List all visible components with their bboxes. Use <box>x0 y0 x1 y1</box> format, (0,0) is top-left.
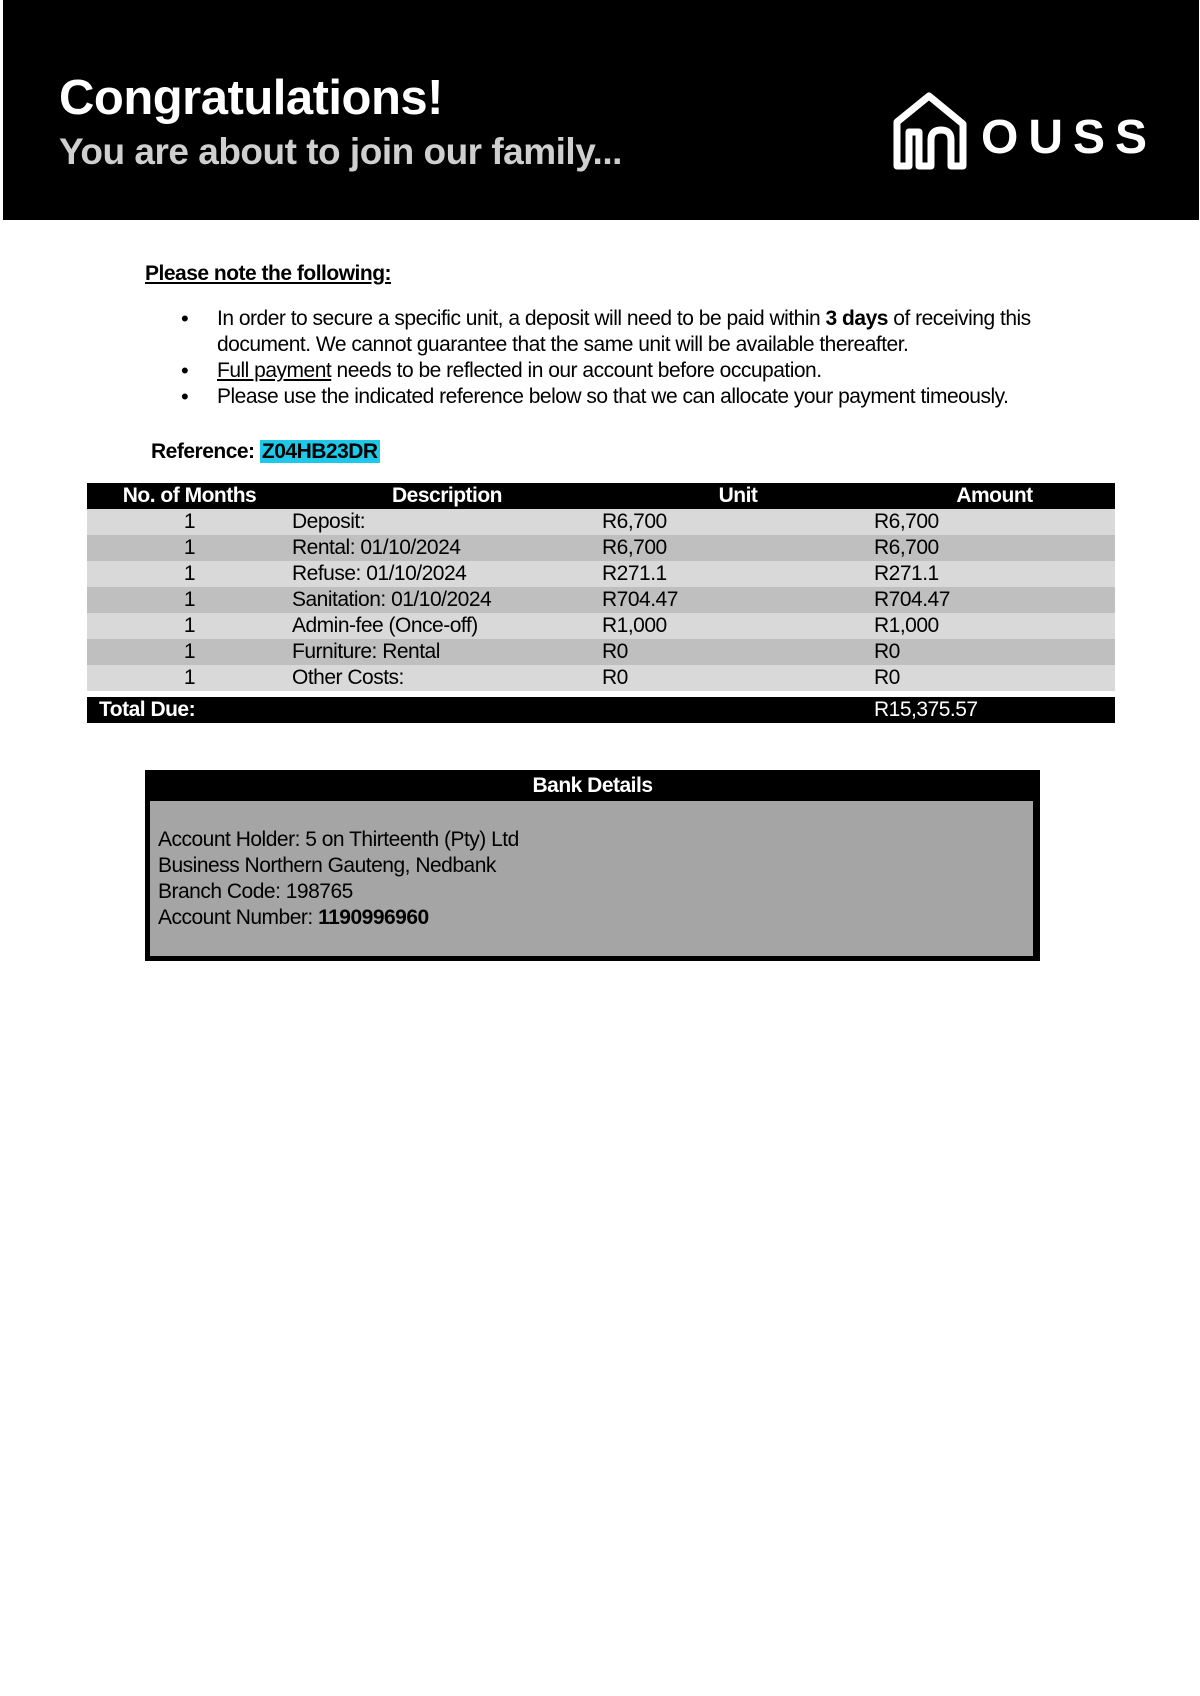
note-2-text: needs to be reflected in our account before occupation. <box>331 359 822 382</box>
reference-label: Reference: <box>151 440 260 463</box>
cell-months: 1 <box>87 509 292 535</box>
total-amount: R15,375.57 <box>874 697 1115 723</box>
cell-unit: R704.47 <box>602 587 874 613</box>
cell-description: Deposit: <box>292 509 602 535</box>
cell-months: 1 <box>87 561 292 587</box>
account-number-line <box>158 905 519 931</box>
header-banner <box>3 0 1199 220</box>
note-2-emphasis: Full payment <box>217 359 332 382</box>
charges-table <box>87 483 1115 723</box>
cell-unit: R0 <box>602 665 874 691</box>
cell-unit: R271.1 <box>602 561 874 587</box>
logo-wordmark: OUSS <box>981 111 1158 164</box>
cell-months: 1 <box>87 535 292 561</box>
cell-months: 1 <box>87 587 292 613</box>
page-subtitle: You are about to join our family... <box>59 131 622 172</box>
header-amount: Amount <box>874 483 1115 509</box>
note-3-text: Please use the indicated reference below so that we can allocate your payment timeously. <box>217 385 1009 408</box>
cell-description: Furniture: Rental <box>292 639 602 665</box>
table-row <box>87 613 1115 639</box>
note-full-payment <box>145 358 1045 384</box>
table-row <box>87 561 1115 587</box>
reference-code: Z04HB23DR <box>261 440 378 463</box>
total-label: Total Due: <box>87 697 874 723</box>
cell-amount: R704.47 <box>874 587 1115 613</box>
cell-months: 1 <box>87 639 292 665</box>
cell-description: Refuse: 01/10/2024 <box>292 561 602 587</box>
header-description: Description <box>292 483 602 509</box>
cell-description: Admin-fee (Once-off) <box>292 613 602 639</box>
notes-heading: Please note the following: <box>145 262 392 285</box>
cell-unit: R1,000 <box>602 613 874 639</box>
cell-months: 1 <box>87 613 292 639</box>
table-row <box>87 587 1115 613</box>
cell-months: 1 <box>87 665 292 691</box>
cell-description: Sanitation: 01/10/2024 <box>292 587 602 613</box>
total-row <box>87 697 1115 723</box>
brand-logo <box>891 92 1161 172</box>
note-1-emphasis: 3 days <box>825 307 888 330</box>
branch-name: Business Northern Gauteng, Nedbank <box>158 854 496 877</box>
account-holder: Account Holder: 5 on Thirteenth (Pty) Ltd <box>158 828 519 851</box>
page-title: Congratulations! <box>59 71 443 125</box>
cell-description: Other Costs: <box>292 665 602 691</box>
bank-details-title: Bank Details <box>532 774 653 797</box>
header-months: No. of Months <box>87 483 292 509</box>
cell-amount: R0 <box>874 665 1115 691</box>
payment-reference <box>151 440 380 464</box>
cell-amount: R271.1 <box>874 561 1115 587</box>
header-unit: Unit <box>602 483 874 509</box>
note-deposit-deadline <box>145 306 1045 358</box>
table-row <box>87 665 1115 691</box>
cell-unit: R6,700 <box>602 535 874 561</box>
table-row <box>87 535 1115 561</box>
bank-details-body <box>150 801 1033 956</box>
account-number-label: Account Number: <box>158 906 319 929</box>
branch-code: Branch Code: 198765 <box>158 880 353 903</box>
table-row <box>87 509 1115 535</box>
table-row <box>87 639 1115 665</box>
note-1-text-end: of receiving this document. We cannot guarantee that the same unit will be available thereafter. <box>217 307 1031 356</box>
bank-details-lines <box>158 827 519 931</box>
note-1-text-start: In order to secure a specific unit, a deposit will need to be paid within <box>217 307 826 330</box>
notes-list <box>145 306 1045 410</box>
cell-amount: R6,700 <box>874 509 1115 535</box>
house-logo-icon <box>891 92 969 170</box>
cell-unit: R6,700 <box>602 509 874 535</box>
charges-header-row <box>87 483 1115 509</box>
bank-details-panel <box>145 770 1040 961</box>
cell-description: Rental: 01/10/2024 <box>292 535 602 561</box>
account-number: 1190996960 <box>318 906 429 929</box>
cell-amount: R6,700 <box>874 535 1115 561</box>
note-reference-usage <box>145 384 1045 410</box>
cell-amount: R0 <box>874 639 1115 665</box>
cell-amount: R1,000 <box>874 613 1115 639</box>
cell-unit: R0 <box>602 639 874 665</box>
